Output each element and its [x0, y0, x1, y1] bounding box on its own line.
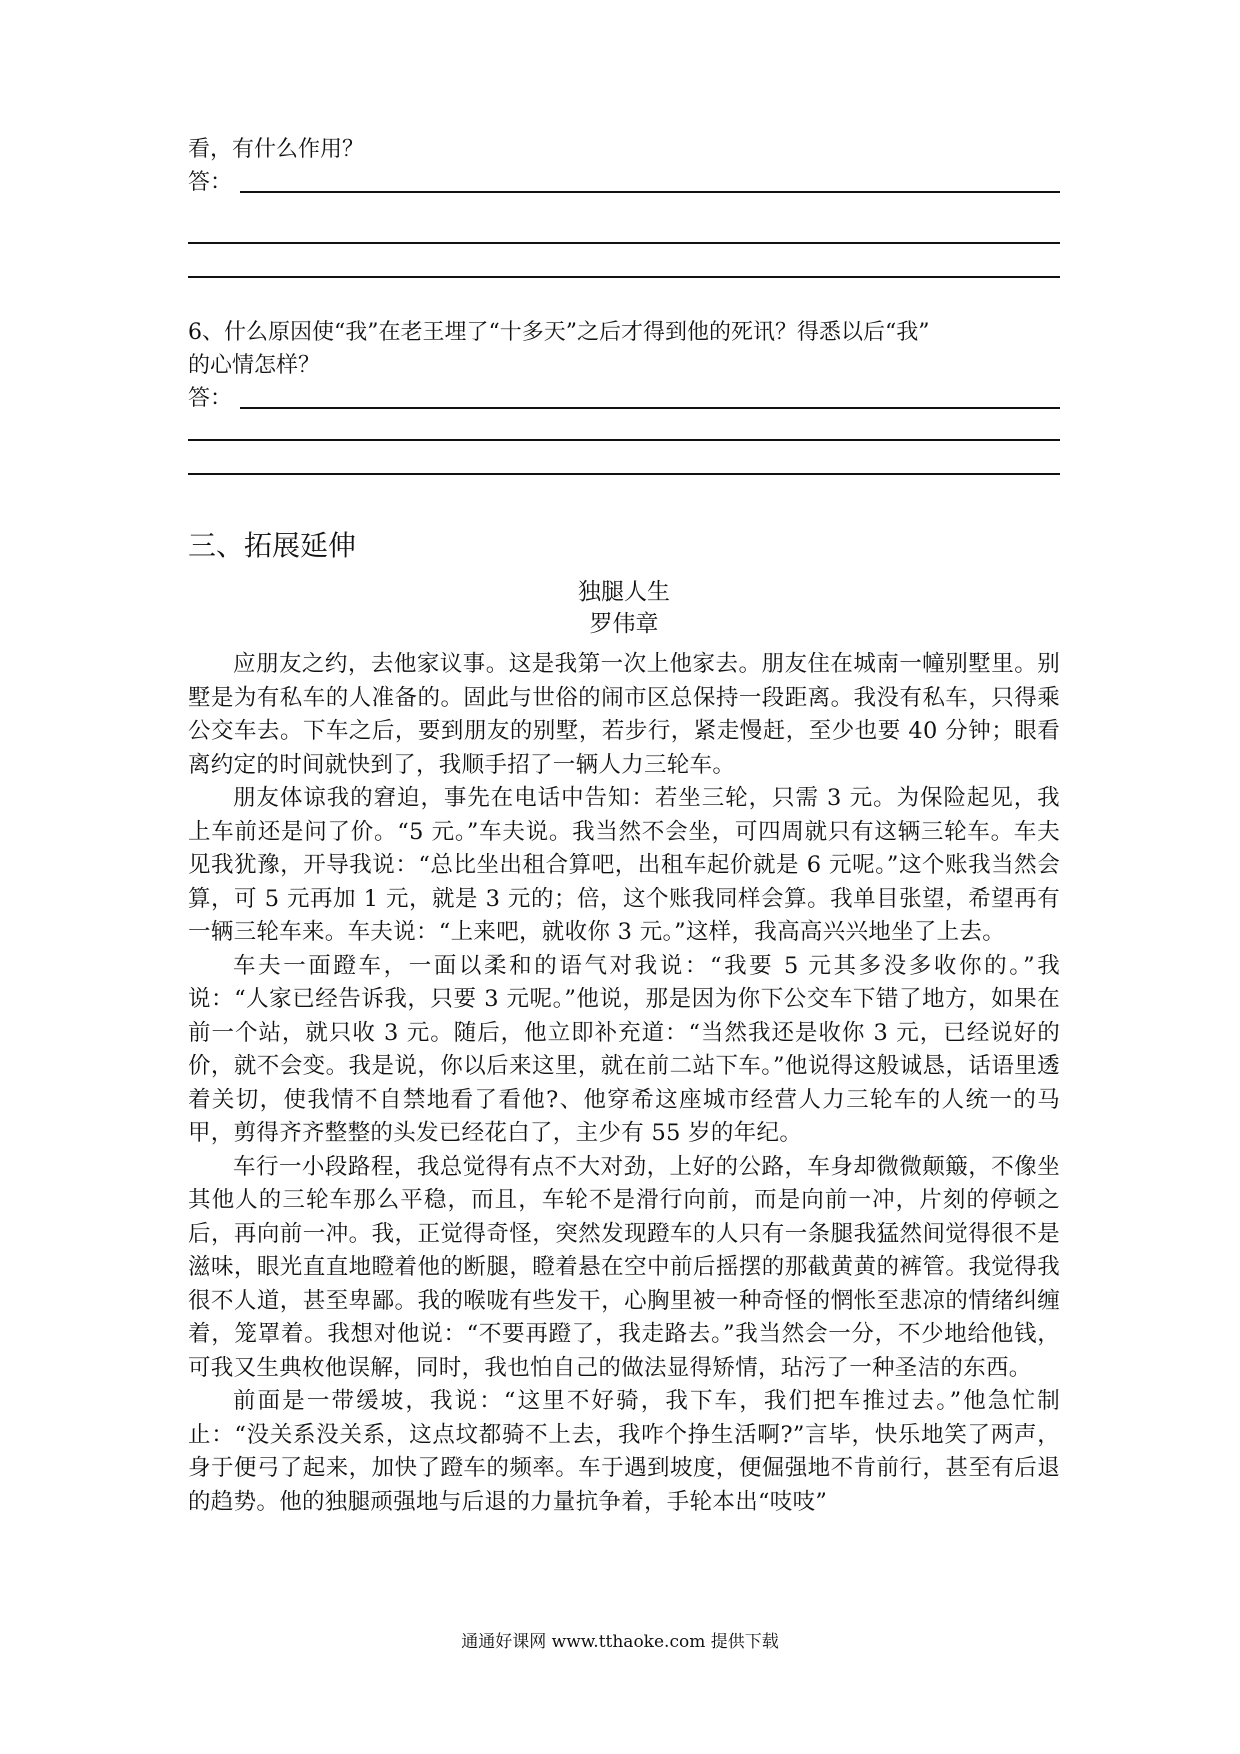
- answer-line: [188, 473, 1060, 475]
- article-body: [188, 648, 1060, 1519]
- question-6-line-2: 的心情怎样？: [188, 353, 321, 378]
- article-paragraph: 应朋友之约，去他家议事。这是我第一次上他家去。朋友住在城南一幢别墅里。别墅是为有私车的人准备的。固此与世俗的闹市区总保持一段距离。我没有私车，只得乘公交车去。下车之后，要到朋友的别墅，若步行，紧走慢赶，至少也要 40 分钟；眼看离约定的时间就快到了，我顺手招了一辆人力三轮车。: [188, 651, 1060, 778]
- answer-line: [188, 439, 1060, 441]
- article-paragraph: 车行一小段路程，我总觉得有点不大对劲，上好的公路，车身却微微颠簸，不像坐其他人的三轮车那么平稳，而且，车轮不是滑行向前，而是向前一冲，片刻的停顿之后，再向前一冲。我，正觉得奇怪，突然发现蹬车的人只有一条腿我猛然间觉得很不是滋味，眼光直直地瞪着他的断腿，瞪着悬在空中前后摇摆的那截黄黄的裤管。我觉得我很不人道，甚至卑鄙。我的喉咙有些发干，心胸里被一种奇怪的惘怅至悲凉的情绪纠缠着，笼罩着。我想对他说：“不要再蹬了，我走路去。”我当然会一分，不少地给他钱，可我又生典枚他误解，同时，我也怕自己的做法显得矫情，玷污了一种圣洁的东西。: [188, 1153, 1060, 1381]
- article-paragraph: 前面是一带缓坡，我说：“这里不好骑，我下车，我们把车推过去。”他急忙制止：“没关系没关系，这点坟都骑不上去，我咋个挣生活啊?”言毕，快乐地笑了两声，身于便弓了起来，加快了蹬车的频率。车于遇到坡度，便倔强地不肯前行，甚至有后退的趋势。他的独腿顽强地与后退的力量抗争着，手轮本出“吱吱”: [188, 1388, 1060, 1515]
- answer-row-q5: [188, 168, 1060, 198]
- question-6-line-1: 6、什么原因使“我”在老王埋了“十多天”之后才得到他的死讯？得悉以后“我”: [188, 320, 930, 345]
- article-title: 独腿人生: [578, 579, 670, 605]
- answer-line: [188, 242, 1060, 244]
- answer-label: 答：: [188, 170, 233, 195]
- page-footer: 通通好课网 www.tthaoke.com 提供下载: [461, 1632, 779, 1652]
- article-paragraph: 车夫一面蹬车，一面以柔和的语气对我说：“我要 5 元其多没多收你的。”我说：“人家已经告诉我，只要 3 元呢。”他说，那是因为你下公交车下错了地方，如果在前一个站，就只收 3 元。随后，他立即补充道：“当然我还是收你 3 元，已经说好的价，就不会变。我是说，你以后来这里，就在前二站下车。”他说得这般诚恳，话语里透着关切，使我情不自禁地看了看他?、他穿希这座城市经营人力三轮车的人统一的马甲，剪得齐齐整整的头发已经花白了，主少有 55 岁的年纪。: [188, 952, 1060, 1146]
- answer-line: [240, 191, 1060, 193]
- answer-line: [240, 407, 1060, 409]
- answer-label: 答：: [188, 386, 233, 411]
- answer-row-q6: [188, 384, 1060, 414]
- section-title: 三、拓展延伸: [188, 529, 357, 562]
- question-5-tail: 看，有什么作用？: [188, 137, 365, 162]
- answer-line: [188, 276, 1060, 278]
- article-author: 罗伟章: [589, 611, 659, 637]
- article-paragraph: 朋友体谅我的窘迫，事先在电话中告知：若坐三轮，只需 3 元。为保险起见，我上车前还是问了价。“5 元。”车夫说。我当然不会坐，可四周就只有这辆三轮车。车夫见我犹豫，开导我说：“总比坐出租合算吧，出租车起价就是 6 元呢。”这个账我当然会算，可 5 元再加 1 元，就是 3 元的；倍，这个账我同样会算。我单目张望，希望再有一辆三轮车来。车夫说：“上来吧，就收你 3 元。”这样，我高高兴兴地坐了上去。: [188, 785, 1060, 945]
